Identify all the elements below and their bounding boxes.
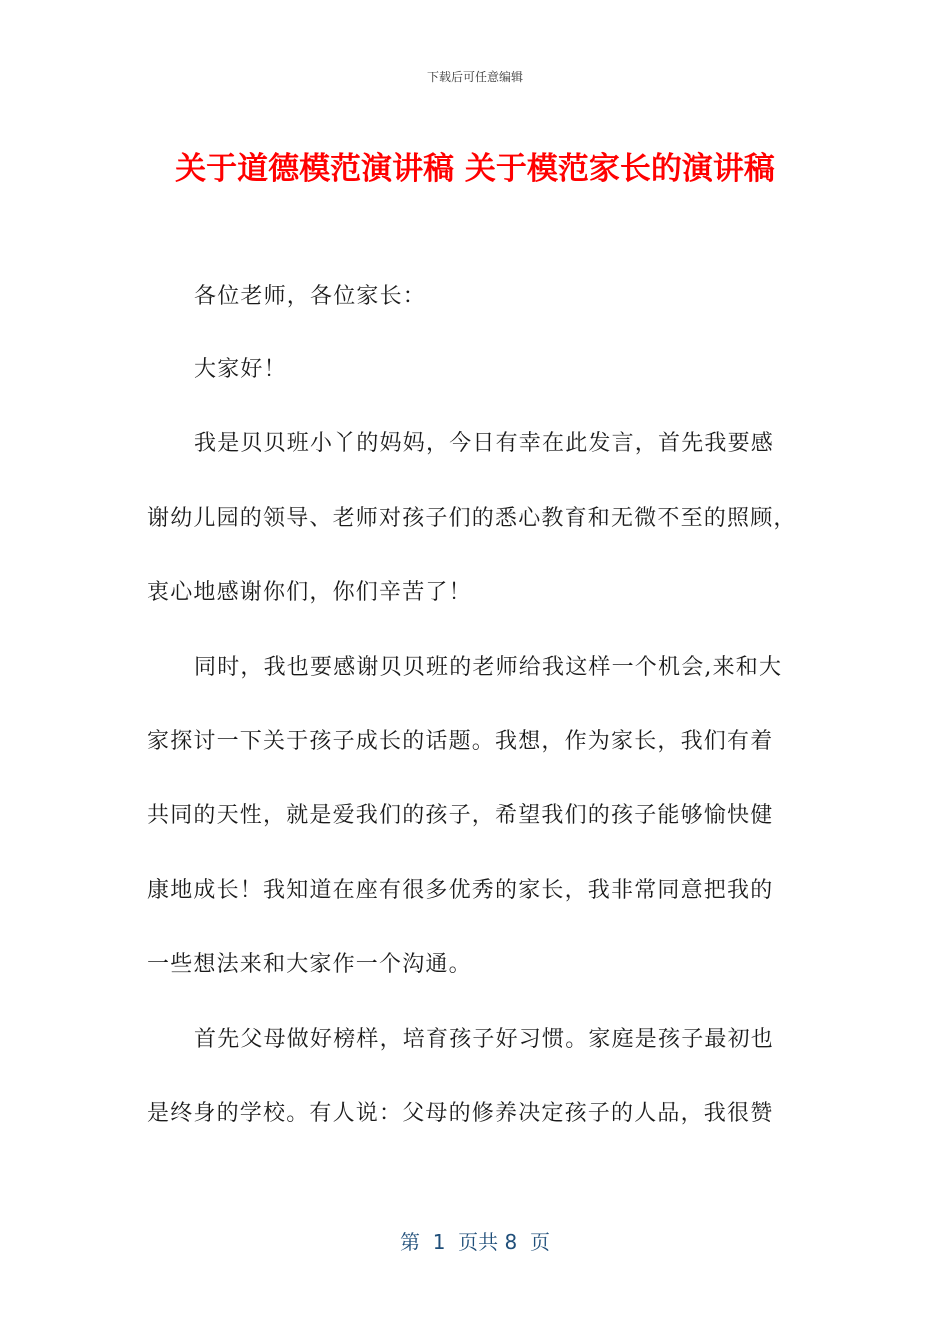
paragraph-line: 我是贝贝班小丫的妈妈，今日有幸在此发言，首先我要感 <box>194 431 775 456</box>
paragraph-line: 衷心地感谢你们，你们辛苦了！ <box>147 580 472 605</box>
paragraph-line: 一些想法来和大家作一个沟通。 <box>147 952 472 977</box>
page-number: 第 1 页共 8 页 <box>400 1230 550 1254</box>
download-note: 下载后可任意编辑 <box>426 70 523 84</box>
document-title: 关于道德模范演讲稿 关于模范家长的演讲稿 <box>175 151 775 187</box>
paragraph-line: 共同的天性，就是爱我们的孩子，希望我们的孩子能够愉快健 <box>147 803 774 828</box>
paragraph-line: 谢幼儿园的领导、老师对孩子们的悉心教育和无微不至的照顾， <box>147 506 797 531</box>
paragraph-line: 同时，我也要感谢贝贝班的老师给我这样一个机会,来和大 <box>194 655 783 680</box>
paragraph-line: 是终身的学校。有人说：父母的修养决定孩子的人品，我很赞 <box>147 1101 774 1126</box>
greeting-line: 大家好！ <box>194 357 287 382</box>
salutation-line: 各位老师，各位家长： <box>194 284 427 309</box>
paragraph-line: 康地成长！我知道在座有很多优秀的家长，我非常同意把我的 <box>147 878 774 903</box>
paragraph-line: 首先父母做好榜样，培育孩子好习惯。家庭是孩子最初也 <box>194 1027 775 1052</box>
paragraph-line: 家探讨一下关于孩子成长的话题。我想，作为家长，我们有着 <box>147 729 774 754</box>
